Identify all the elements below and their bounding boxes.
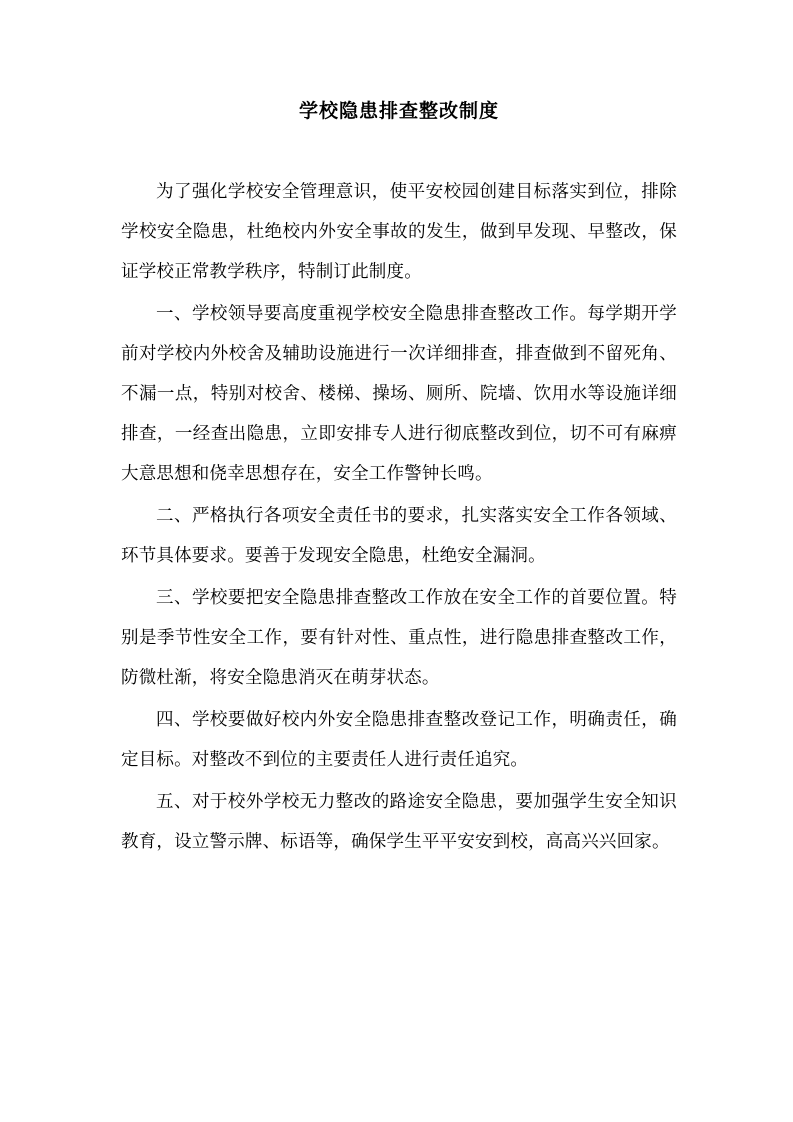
- paragraph-article-3: 三、学校要把安全隐患排查整改工作放在安全工作的首要位置。特别是季节性安全工作，要有针对性、重点性，进行隐患排查整改工作，防微杜渐，将安全隐患消灭在萌芽状态。: [121, 588, 677, 688]
- paragraph-article-5: 五、对于校外学校无力整改的路途安全隐患，要加强学生安全知识教育，设立警示牌、标语等，确保学生平平安安到校，高高兴兴回家。: [121, 792, 677, 852]
- paragraph-article-2: 二、严格执行各项安全责任书的要求，扎实落实安全工作各领域、环节具体要求。要善于发现安全隐患，杜绝安全漏洞。: [121, 506, 677, 566]
- document-body: [121, 96, 677, 864]
- paragraph-article-4: 四、学校要做好校内外安全隐患排查整改登记工作，明确责任，确定目标。对整改不到位的主要责任人进行责任追究。: [121, 710, 677, 770]
- paragraph-intro: 为了强化学校安全管理意识，使平安校园创建目标落实到位，排除学校安全隐患，杜绝校内外安全事故的发生，做到早发现、早整改，保证学校正常教学秩序，特制订此制度。: [121, 182, 677, 282]
- paragraph-article-1: 一、学校领导要高度重视学校安全隐患排查整改工作。每学期开学前对学校内外校舍及辅助设施进行一次详细排查，排查做到不留死角、不漏一点，特别对校舍、楼梯、操场、厕所、院墙、饮用水等设施详细排查，一经查出隐患，立即安排专人进行彻底整改到位，切不可有麻痹大意思想和侥幸思想存在，安全工作警钟长鸣。: [121, 304, 677, 484]
- page-title: 学校隐患排查整改制度: [298, 100, 499, 122]
